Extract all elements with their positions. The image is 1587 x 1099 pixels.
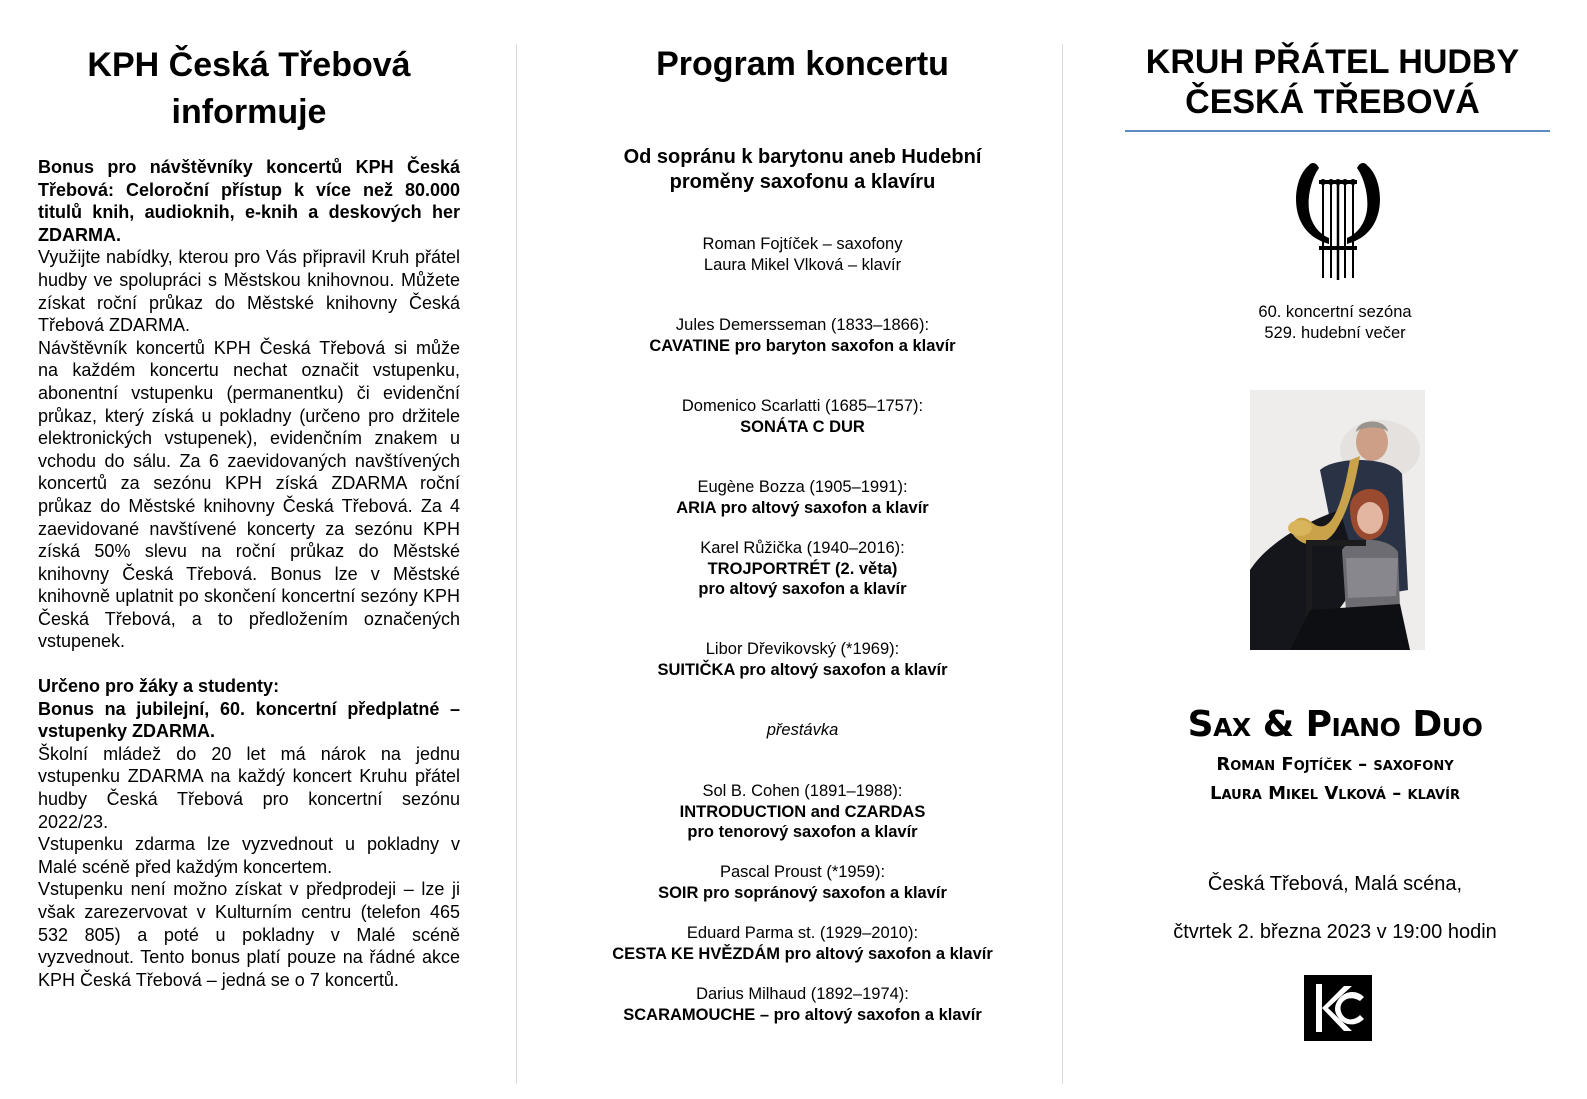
cover-title-line2: ČESKÁ TŘEBOVÁ: [1185, 83, 1480, 121]
cover-column: [1080, 0, 1587, 1099]
program-item: [535, 477, 1070, 518]
bonus2-paragraph3: Vstupenku není možno získat v předprodeji – lze ji však zarezervovat v Kulturním centru (telefon 465 532 805) a poté u pokladny v Malé scéně vyzvednout. Tento bonus platí pouze na řádné akce KPH Česká Třebová – jedná se o 7 koncertů.: [38, 879, 460, 990]
composer: Eugène Bozza (1905–1991):: [697, 478, 908, 496]
composer: Libor Dřevikovský (*1969):: [705, 640, 900, 658]
program-subtitle-line2: proměny saxofonu a klavíru: [669, 171, 936, 193]
work-title: TROJPORTRÉT (2. věta): [707, 559, 898, 578]
work-title: SCARAMOUCHE – pro altový saxofon a klavír: [623, 1005, 982, 1024]
date-time: čtvrtek 2. března 2023 v 19:00 hodin: [1173, 921, 1497, 943]
cover-performer-2: Laura Mikel Vlková – klavír: [1210, 783, 1460, 804]
composer: Domenico Scarlatti (1685–1757):: [681, 397, 924, 415]
bonus2-paragraph1: Školní mládež do 20 let má nárok na jednu vstupenku ZDARMA na každý koncert Kruhu přátel hudby Česká Třebová pro koncertní sezónu 2022/23.: [38, 743, 460, 832]
duo-photo: [1250, 390, 1425, 650]
performer-1: Roman Fojtíček – saxofony: [702, 235, 903, 253]
work-title: CESTA KE HVĚZDÁM pro altový saxofon a klavír: [612, 944, 993, 963]
program-title: Program koncertu: [656, 45, 949, 83]
program-item: [535, 396, 1070, 437]
season-number: 60. koncertní sezóna: [1258, 303, 1412, 321]
program-subtitle-line1: Od sopránu k barytonu aneb Hudební: [623, 146, 982, 168]
column-divider: [1062, 44, 1063, 1084]
composer: Jules Demersseman (1833–1866):: [675, 316, 930, 334]
program-item: [535, 639, 1070, 680]
bonus1-heading: Bonus pro návštěvníky koncertů KPH Česká Třebová: Celoroční přístup k více než 80.000 titulů knih, audioknih, e-knih a deskových her ZDARMA.: [38, 157, 460, 245]
composer: Darius Milhaud (1892–1974):: [696, 985, 909, 1003]
composer: Eduard Parma st. (1929–2010):: [686, 924, 919, 942]
lyre-icon: [1293, 158, 1383, 286]
column-divider: [516, 44, 517, 1084]
bonus2-heading1: Určeno pro žáky a studenty:: [38, 676, 280, 697]
performer-2: Laura Mikel Vlková – klavír: [703, 255, 902, 274]
work-title: SONÁTA C DUR: [740, 417, 865, 436]
venue: Česká Třebová, Malá scéna,: [1207, 873, 1463, 895]
performers-list: [535, 234, 1070, 275]
title-rule: [1125, 130, 1550, 132]
program-item: [535, 862, 1070, 903]
cover-performer-1: Roman Fojtíček – saxofony: [1216, 754, 1454, 775]
evening-number: 529. hudební večer: [1264, 323, 1406, 342]
intermission: přestávka: [766, 721, 839, 739]
work-title: ARIA pro altový saxofon a klavír: [676, 498, 929, 517]
program-item: [535, 984, 1070, 1025]
kc-logo-icon: [1304, 975, 1372, 1041]
composer: Pascal Proust (*1959):: [719, 863, 886, 881]
program-item: [535, 923, 1070, 964]
work-title: pro tenorový saxofon a klavír: [687, 823, 918, 841]
work-title: SUITIČKA pro altový saxofon a klavír: [657, 660, 948, 679]
bonus1-paragraph1: Využijte nabídky, kterou pro Vás připravil Kruh přátel hudby ve spolupráci s Městskou knihovnou. Můžete získat roční průkaz do Městské knihovny Česká Třebová ZDARMA.: [38, 247, 460, 336]
work-title: INTRODUCTION and CZARDAS: [679, 802, 926, 821]
info-title-line2: informuje: [171, 93, 327, 131]
info-body: [38, 156, 460, 991]
info-column: [0, 0, 525, 1099]
cover-title: [1120, 42, 1545, 122]
cover-title-line1: KRUH PŘÁTEL HUDBY: [1145, 43, 1520, 81]
program-item: [535, 538, 1070, 600]
work-title: pro altový saxofon a klavír: [698, 580, 907, 598]
program-subtitle: [565, 145, 1040, 195]
bonus2-heading2: Bonus na jubilejní, 60. koncertní předplatné – vstupenky ZDARMA.: [38, 698, 460, 742]
bonus1-paragraph2: Návštěvník koncertů KPH Česká Třebová si může na každém koncertu nechat označit vstupenku, abonentní vstupenku (permanentku) či evidenční průkaz, který získá u pokladny (určeno pro držitele elektronických vstupenek), evidenčním znakem u vchodu do sálu. Za 6 zaevidovaných navštívených koncertů za sezónu KPH získá ZDARMA roční průkaz do Městské knihovny Česká Třebová. Za 4 zaevidované navštívené koncerty za sezónu KPH získá 50% slevu na roční průkaz do Městské knihovny Česká Třebová. Bonus lze v Městské knihovně uplatnit po skončení koncertní sezóny KPH Česká Třebová, a to předložením označených vstupenek.: [38, 337, 460, 652]
work-title: CAVATINE pro baryton saxofon a klavír: [649, 336, 956, 355]
bonus2-paragraph2: Vstupenku zdarma lze vyzvednout u pokladny v Malé scéně před každým koncertem.: [38, 834, 460, 877]
season-info: [1120, 302, 1550, 343]
composer: Sol B. Cohen (1891–1988):: [702, 782, 903, 800]
info-title-line1: KPH Česká Třebová: [87, 46, 411, 84]
duo-name: Sax & Piano Duo: [1187, 704, 1483, 745]
program-item: [535, 781, 1070, 843]
composer: Karel Růžička (1940–2016):: [700, 539, 905, 557]
info-title: [38, 42, 460, 136]
program-column: [525, 0, 1080, 1099]
work-title: SOIR pro sopránový saxofon a klavír: [658, 883, 947, 902]
program-item: [535, 315, 1070, 356]
